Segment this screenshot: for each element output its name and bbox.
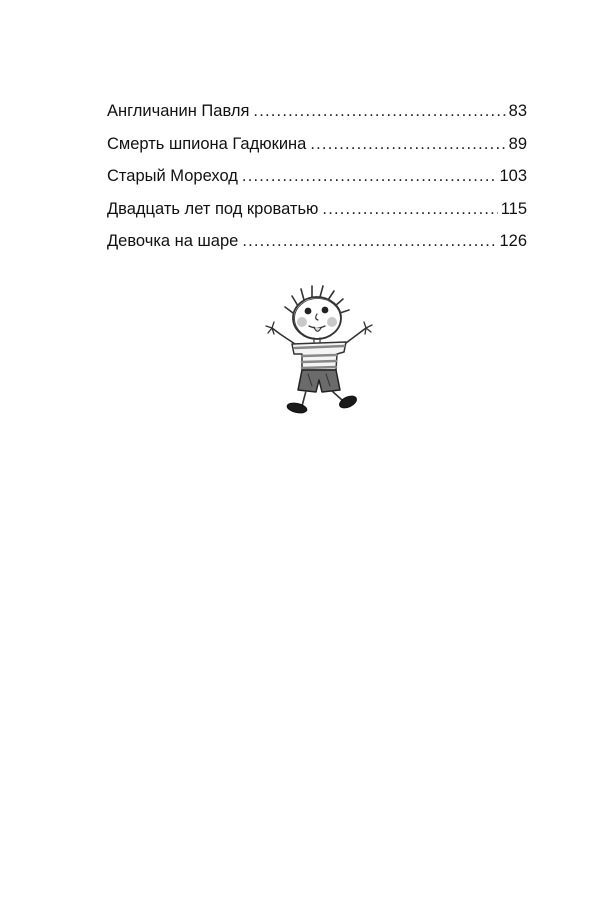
table-of-contents	[107, 99, 527, 262]
toc-entry[interactable]	[107, 164, 527, 197]
toc-leader-dots	[322, 197, 497, 221]
toc-entry-title: Двадцать лет под кроватью	[107, 199, 319, 218]
toc-entry[interactable]	[107, 229, 527, 262]
toc-entry-page: 115	[500, 199, 527, 218]
toc-leader-dots	[310, 132, 505, 156]
toc-entry-title: Англичанин Павля	[107, 102, 250, 120]
toc-entry[interactable]	[107, 132, 527, 165]
toc-leader-dots	[242, 229, 496, 253]
toc-entry[interactable]	[107, 197, 527, 230]
toc-entry-page: 89	[508, 134, 527, 153]
boy-drawing-icon	[262, 282, 382, 422]
toc-entry-title: Смерть шпиона Гадюкина	[107, 134, 307, 153]
toc-entry-page: 83	[508, 102, 527, 120]
toc-entry-title: Девочка на шаре	[107, 232, 239, 250]
toc-entry-title: Старый Мореход	[107, 167, 238, 185]
toc-leader-dots	[242, 164, 497, 188]
toc-entry-page: 126	[499, 232, 527, 250]
toc-entry-page: 103	[499, 167, 527, 185]
toc-leader-dots	[253, 99, 505, 123]
toc-entry[interactable]	[107, 99, 527, 132]
